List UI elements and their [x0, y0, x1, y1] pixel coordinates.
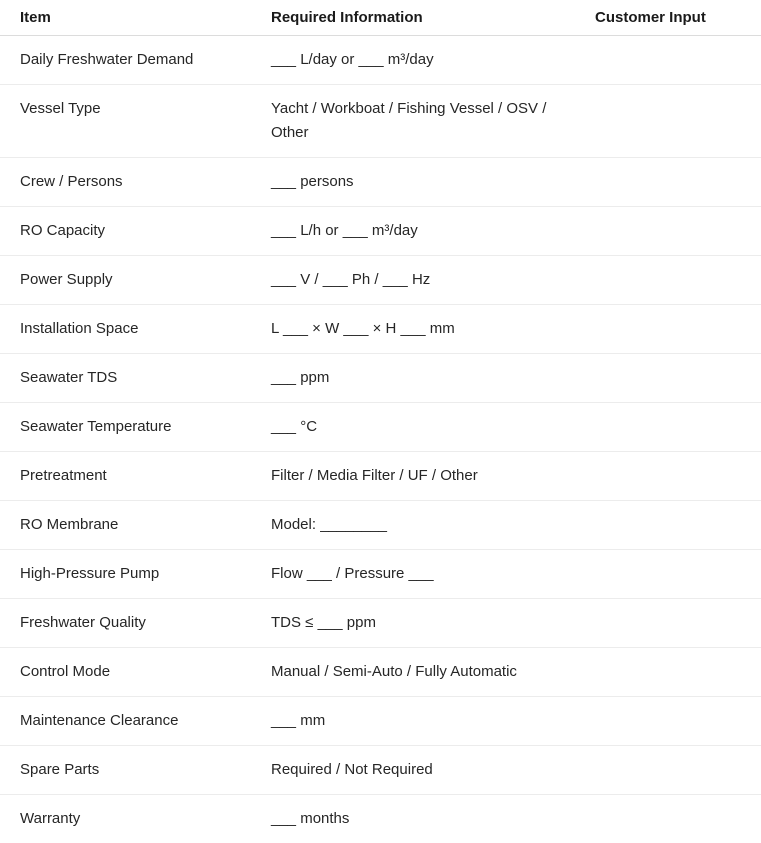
cell-customer-input[interactable]: [575, 746, 761, 795]
table-row: [0, 697, 761, 746]
table-row: [0, 158, 761, 207]
cell-required-info: ___ months: [251, 795, 575, 843]
cell-item: Maintenance Clearance: [0, 697, 251, 746]
cell-customer-input[interactable]: [575, 207, 761, 256]
cell-item: RO Membrane: [0, 501, 251, 550]
cell-required-info: ___ V / ___ Ph / ___ Hz: [251, 256, 575, 305]
table-row: [0, 403, 761, 452]
table-row: [0, 452, 761, 501]
cell-customer-input[interactable]: [575, 403, 761, 452]
cell-customer-input[interactable]: [575, 599, 761, 648]
cell-required-info: Model: ________: [251, 501, 575, 550]
cell-customer-input[interactable]: [575, 85, 761, 158]
cell-required-info: L ___ × W ___ × H ___ mm: [251, 305, 575, 354]
table-row: [0, 795, 761, 843]
cell-required-info: Manual / Semi-Auto / Fully Automatic: [251, 648, 575, 697]
cell-item: Power Supply: [0, 256, 251, 305]
cell-required-info: ___ °C: [251, 403, 575, 452]
table-row: [0, 36, 761, 85]
header-customer-input: Customer Input: [575, 0, 761, 36]
cell-customer-input[interactable]: [575, 795, 761, 843]
cell-customer-input[interactable]: [575, 501, 761, 550]
header-required-information: Required Information: [251, 0, 575, 36]
cell-item: Freshwater Quality: [0, 599, 251, 648]
cell-item: Daily Freshwater Demand: [0, 36, 251, 85]
cell-required-info: ___ L/day or ___ m³/day: [251, 36, 575, 85]
cell-customer-input[interactable]: [575, 36, 761, 85]
cell-customer-input[interactable]: [575, 697, 761, 746]
table-row: [0, 746, 761, 795]
cell-item: Vessel Type: [0, 85, 251, 158]
cell-required-info: TDS ≤ ___ ppm: [251, 599, 575, 648]
table-row: [0, 648, 761, 697]
cell-required-info: ___ ppm: [251, 354, 575, 403]
header-item: Item: [0, 0, 251, 36]
table-row: [0, 599, 761, 648]
table-row: [0, 256, 761, 305]
cell-item: Warranty: [0, 795, 251, 843]
table-row: [0, 85, 761, 158]
table-row: [0, 207, 761, 256]
cell-required-info: ___ persons: [251, 158, 575, 207]
table-row: [0, 305, 761, 354]
cell-customer-input[interactable]: [575, 550, 761, 599]
cell-required-info: Yacht / Workboat / Fishing Vessel / OSV / Other: [251, 85, 575, 158]
cell-customer-input[interactable]: [575, 648, 761, 697]
cell-required-info: Flow ___ / Pressure ___: [251, 550, 575, 599]
cell-customer-input[interactable]: [575, 158, 761, 207]
cell-item: Crew / Persons: [0, 158, 251, 207]
cell-item: Control Mode: [0, 648, 251, 697]
cell-customer-input[interactable]: [575, 256, 761, 305]
cell-item: Spare Parts: [0, 746, 251, 795]
cell-required-info: Filter / Media Filter / UF / Other: [251, 452, 575, 501]
table-header-row: [0, 0, 761, 36]
table-row: [0, 550, 761, 599]
cell-item: High-Pressure Pump: [0, 550, 251, 599]
table-row: [0, 501, 761, 550]
cell-item: Seawater Temperature: [0, 403, 251, 452]
cell-customer-input[interactable]: [575, 354, 761, 403]
table-row: [0, 354, 761, 403]
cell-customer-input[interactable]: [575, 452, 761, 501]
cell-required-info: ___ mm: [251, 697, 575, 746]
cell-required-info: Required / Not Required: [251, 746, 575, 795]
cell-item: Installation Space: [0, 305, 251, 354]
cell-item: Pretreatment: [0, 452, 251, 501]
cell-item: Seawater TDS: [0, 354, 251, 403]
cell-required-info: ___ L/h or ___ m³/day: [251, 207, 575, 256]
cell-customer-input[interactable]: [575, 305, 761, 354]
cell-item: RO Capacity: [0, 207, 251, 256]
